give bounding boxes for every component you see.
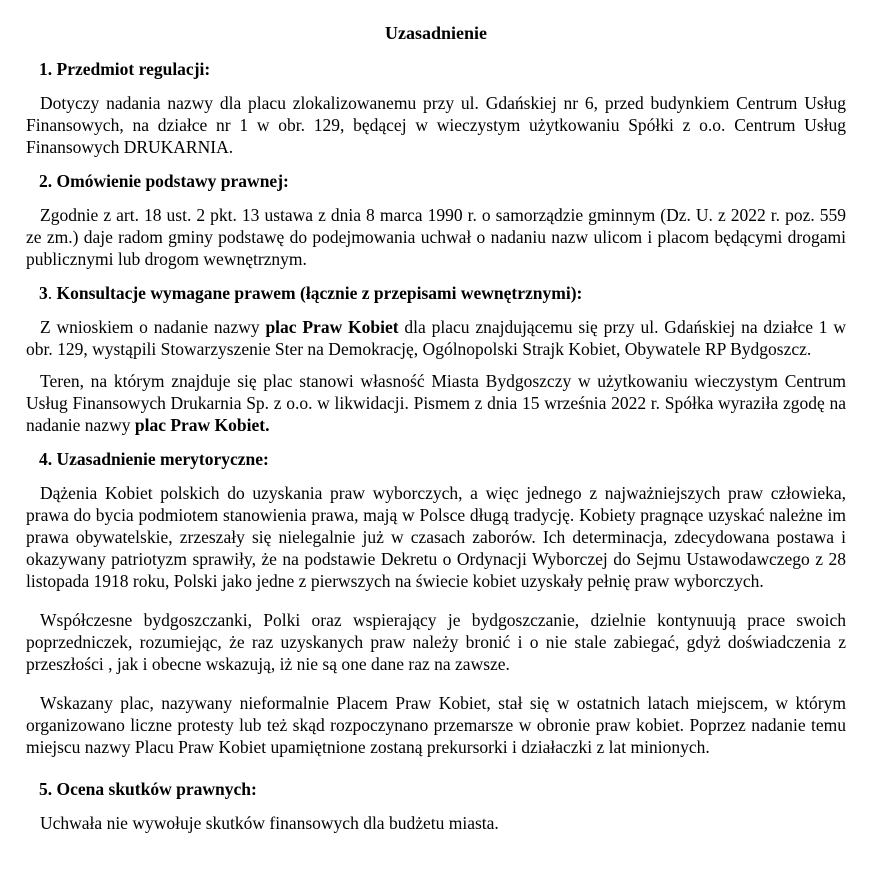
paragraph-text: dla placu znajdującemu się przy ul. Gdańskiej na działce 1 w obr. 129, wystąpili Stowarzyszenie Ster na Demokrację, Ogólnopolski Strajk Kobiet, Obywatele RP Bydgoszcz. [26, 317, 846, 359]
place-name-bold: plac Praw Kobiet. [134, 415, 270, 435]
section-3-heading-dot: . [47, 283, 53, 303]
section-5-heading: 5. Ocena skutków prawnych: [39, 779, 257, 799]
section-5-paragraph: Uchwała nie wywołuje skutków finansowych dla budżetu miasta. [40, 813, 499, 833]
section-3-heading-text: Konsultacje wymagane prawem (łącznie z przepisami wewnętrznymi): [52, 283, 583, 303]
section-3-heading-number: 3 [39, 283, 48, 303]
paragraph-text: Z wnioskiem o nadanie nazwy [40, 317, 266, 337]
document-title: Uzasadnienie [384, 23, 487, 43]
section-2-heading: 2. Omówienie podstawy prawnej: [39, 171, 289, 191]
paragraph-text: Teren, na którym znajduje się plac stanowi własność Miasta Bydgoszczy w użytkowaniu wieczystym Centrum Usług Finansowych Drukarnia Sp. z o.o. w likwidacji. Pismem z dnia 15 września 2022 r. Spółka wyraziła zgodę na nadanie nazwy [26, 371, 846, 435]
section-1-paragraph: Dotyczy nadania nazwy dla placu zlokalizowanemu przy ul. Gdańskiej nr 6, przed budynkiem Centrum Usług Finansowych, na działce nr 1 w obr. 129, będącej w wieczystym użytkowaniu Spółki z o.o. Centrum Usług Finansowych DRUKARNIA. [26, 93, 846, 157]
section-3-heading [39, 282, 846, 304]
section-2-paragraph: Zgodnie z art. 18 ust. 2 pkt. 13 ustawa z dnia 8 marca 1990 r. o samorządzie gminnym (Dz. U. z 2022 r. poz. 559 ze zm.) daje radom gminy podstawę do podejmowania uchwał o nadaniu nazw ulicom i placom będącymi drogami publicznymi lub drogom wewnętrznym. [26, 205, 846, 269]
section-4-paragraph-2: Współczesne bydgoszczanki, Polki oraz wspierający je bydgoszczanie, dzielnie kontynuują prace swoich poprzedniczek, rozumiejąc, że raz uzyskanych praw należy bronić i o nie stale zabiegać, gdyż doświadczenia z przeszłości , jak i obecne wskazują, iż nie są one dane raz na zawsze. [26, 610, 846, 674]
section-3-paragraph-1 [26, 316, 846, 360]
section-4-paragraph-1: Dążenia Kobiet polskich do uzyskania praw wyborczych, a więc jednego z najważniejszych praw człowieka, prawa do bycia podmiotem stanowienia prawa, mają w Polsce długą tradycję. Kobiety pragnące uzyskać należne im prawa obywatelskie, zrzeszały się nielegalnie już w czasach zaborów. Ich determinacja, zdecydowana postawa i okazywany patriotyzm sprawiły, że na podstawie Dekretu o Ordynacji Wyborczej do Sejmu Ustawodawczego z 28 listopada 1918 roku, Polski jako jedne z pierwszych na świecie kobiet uzyskały pełnię praw wyborczych. [26, 483, 846, 591]
section-4-heading: 4. Uzasadnienie merytoryczne: [39, 449, 269, 469]
section-4-paragraph-3: Wskazany plac, nazywany nieformalnie Placem Praw Kobiet, stał się w ostatnich latach miejscem, w którym organizowano liczne protesty lub też skąd rozpoczynano przemarsze w obronie praw kobiet. Poprzez nadanie temu miejscu nazwy Placu Praw Kobiet upamiętnione zostaną prekursorki i działaczki z lat minionych. [26, 693, 846, 757]
place-name-bold: plac Praw Kobiet [265, 317, 399, 337]
section-3-paragraph-2 [26, 370, 846, 436]
section-1-heading: 1. Przedmiot regulacji: [39, 59, 211, 79]
